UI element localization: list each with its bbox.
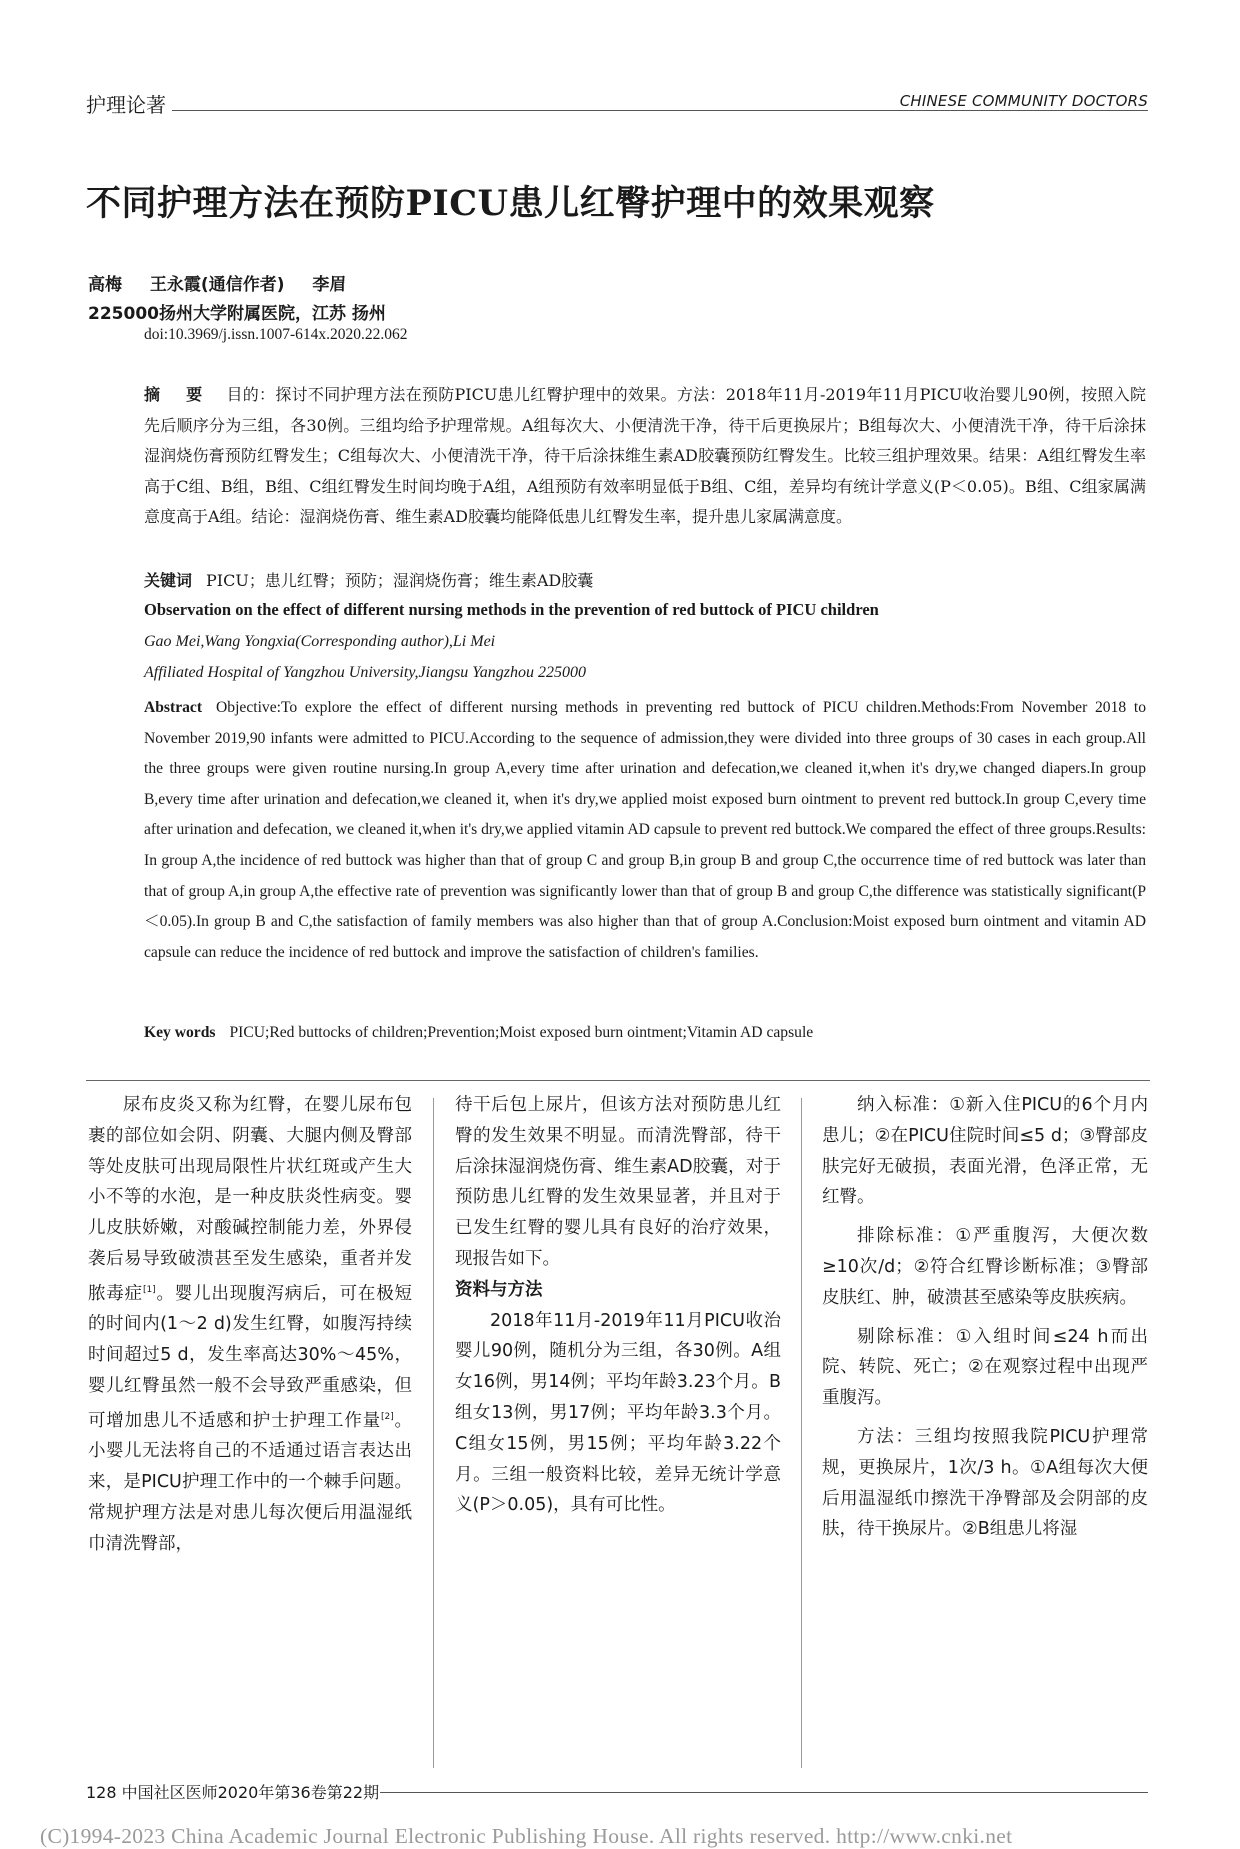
article-title: 不同护理方法在预防PICU患儿红臀护理中的效果观察 <box>86 183 935 224</box>
reference-mark: [2] <box>380 1411 394 1422</box>
paragraph: 纳入标准：①新入住PICU的6个月内患儿；②在PICU住院时间≤5 d；③臀部皮肤完好无破损，表面光滑，色泽正常，无红臀。 <box>822 1095 1148 1208</box>
body-column-2 <box>455 1090 781 1521</box>
abstract-label: 摘 要 <box>144 385 213 404</box>
abstract-text: 目的：探讨不同护理方法在预防PICU患儿红臀护理中的效果。方法：2018年11月-2019年11月PICU收治婴儿90例，按照入院先后顺序分为三组，各30例。三组均给予护理常规。A组每次大、小便清洗干净，待干后更换尿片；B组每次大、小便清洗干净，待干后涂抹湿润烧伤膏预防红臀发生；C组每次大、小便清洗干净，待干后涂抹维生素AD胶囊预防红臀发生。比较三组护理效果。结果：A组红臀发生率高于C组、B组，B组、C组红臀发生时间均晚于A组，A组预防有效率明显低于B组、C组，差异均有统计学意义(P＜0.05)。B组、C组家属满意度高于A组。结论：湿润烧伤膏、维生素AD胶囊均能降低患儿红臀发生率，提升患儿家属满意度。 <box>144 385 1146 526</box>
section-label: 护理论著 <box>86 93 166 117</box>
english-abstract-text: Objective:To explore the effect of different nursing methods in preventing red buttock of PICU children.Methods:From November 2018 to November 2019,90 infants were admitted to PICU.According to the sequence of admission,they were divided into three groups of 30 cases in each group.All the three groups were given routine nursing.In group A,every time after urination and defecation,we cleaned it,when it's dry,we changed diapers.In group B,every time after urination and defecation,we cleaned it, when it's dry,we applied moist exposed burn ointment to prevent red buttock.In group C,every time after urination and defecation, we cleaned it,when it's dry,we applied vitamin AD capsule to prevent red buttock.We compared the effect of three groups.Results: In group A,the incidence of red buttock was higher than that of group C and group B,in group B and group C,the occurrence time of red buttock was later than that of group A,in group A,the effective rate of prevention was significantly lower than that of group B and group C,the difference was statistically significant(P＜0.05).In group B and C,the satisfaction of family members was also higher than that of group A.Conclusion:Moist exposed burn ointment and vitamin AD capsule can reduce the incidence of red buttock and improve the satisfaction of children's families. <box>144 699 1146 961</box>
paragraph: 排除标准：①严重腹泻，大便次数≥10次/d；②符合红臀诊断标准；③臀部皮肤红、肿，破溃甚至感染等皮肤疾病。 <box>822 1226 1148 1308</box>
keywords-text: PICU；患儿红臀；预防；湿润烧伤膏；维生素AD胶囊 <box>206 571 594 590</box>
copyright-notice: (C)1994-2023 China Academic Journal Electronic Publishing House. All rights reserved. http://www.cnki.net <box>40 1824 1013 1848</box>
english-keywords <box>144 1024 813 1042</box>
paragraph <box>88 1090 412 1560</box>
footer-rule <box>380 1792 1148 1793</box>
english-affiliation: Affiliated Hospital of Yangzhou University,Jiangsu Yangzhou 225000 <box>144 664 586 681</box>
page-footer: 128 中国社区医师2020年第36卷第22期 <box>86 1783 380 1802</box>
author-3: 李眉 <box>312 275 347 295</box>
body-column-1 <box>88 1090 412 1560</box>
reference-mark: [1] <box>142 1284 156 1295</box>
text-run: 尿布皮炎又称为红臀，在婴儿尿布包裹的部位如会阴、阴囊、大腿内侧及臀部等处皮肤可出现局限性片状红斑或产生大小不等的水泡，是一种皮肤炎性病变。婴儿皮肤娇嫩，对酸碱控制能力差，外界侵袭后易导致破溃甚至发生感染，重者并发脓毒症 <box>88 1095 412 1304</box>
english-abstract-label: Abstract <box>144 699 203 716</box>
section-heading: 资料与方法 <box>455 1279 543 1300</box>
journal-name: CHINESE COMMUNITY DOCTORS <box>899 92 1148 110</box>
author-1: 高梅 <box>88 275 122 295</box>
chinese-abstract <box>144 380 1146 533</box>
header-rule <box>172 110 1148 111</box>
english-authors: Gao Mei,Wang Yongxia(Corresponding author),Li Mei <box>144 633 496 650</box>
text-run: 。小婴儿无法将自己的不适通过语言表达出来，是PICU护理工作中的一个棘手问题。常规护理方法是对患儿每次便后用温湿纸巾清洗臀部， <box>88 1410 413 1554</box>
column-divider <box>433 1098 434 1768</box>
english-title: Observation on the effect of different nursing methods in the prevention of red buttock of PICU children <box>144 600 879 619</box>
paragraph: 方法：三组均按照我院PICU护理常规，更换尿片，1次/3 h。①A组每次大便后用温湿纸巾擦洗干净臀部及会阴部的皮肤，待干换尿片。②B组患儿将湿 <box>822 1426 1148 1540</box>
author-list <box>88 270 368 295</box>
paragraph: 待干后包上尿片，但该方法对预防患儿红臀的发生效果不明显。而清洗臀部，待干后涂抹湿润烧伤膏、维生素AD胶囊，对于预防患儿红臀的发生效果显著，并且对于已发生红臀的婴儿具有良好的治疗效果，现报告如下。 <box>455 1095 781 1269</box>
column-divider <box>801 1098 802 1768</box>
affiliation: 225000扬州大学附属医院，江苏 扬州 <box>88 304 386 324</box>
doi: doi:10.3969/j.issn.1007-614x.2020.22.062 <box>144 326 408 343</box>
body-column-3 <box>822 1090 1148 1553</box>
chinese-keywords <box>144 568 593 591</box>
paragraph: 剔除标准：①入组时间≤24 h而出院、转院、死亡；②在观察过程中出现严重腹泻。 <box>822 1326 1148 1409</box>
text-run: 。婴儿出现腹泻病后，可在极短的时间内(1～2 d)发生红臀，如腹泻持续时间超过5 d，发生率高达30%～45%，婴儿红臀虽然一般不会导致严重感染，但可增加患儿不适感和护士护理工作量 <box>88 1283 413 1431</box>
paragraph: 2018年11月-2019年11月PICU收治婴儿90例，随机分为三组，各30例。A组女16例，男14例；平均年龄3.23个月。B组女13例，男17例；平均年龄3.3个月。C组女15例，男15例；平均年龄3.22个月。三组一般资料比较，差异无统计学意义(P＞0.05)，具有可比性。 <box>455 1310 781 1516</box>
section-divider <box>86 1080 1150 1081</box>
english-abstract <box>144 693 1146 968</box>
keywords-label: 关键词 <box>144 571 193 590</box>
english-keywords-text: PICU;Red buttocks of children;Prevention;Moist exposed burn ointment;Vitamin AD capsule <box>229 1024 814 1041</box>
english-keywords-label: Key words <box>144 1024 216 1041</box>
author-2: 王永霞(通信作者) <box>149 275 285 295</box>
